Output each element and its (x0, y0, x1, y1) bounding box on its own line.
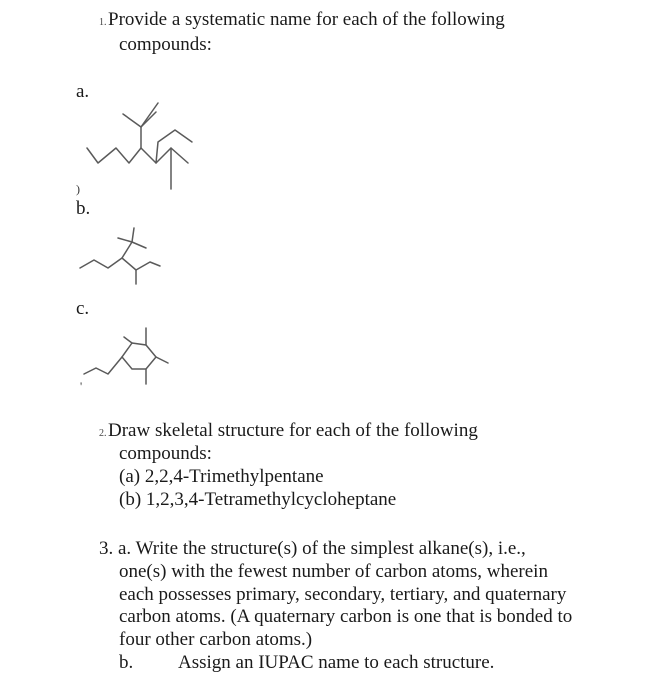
q1-item-a-label: a. (76, 81, 90, 102)
q2-item-a: (a) 2,2,4-Trimethylpentane (119, 466, 324, 487)
q3-b-label: b. (119, 652, 134, 673)
q1-text-line2: compounds: (119, 34, 212, 55)
q3-text-line5: four other carbon atoms.) (119, 629, 313, 650)
molecule-c-ring (122, 343, 156, 369)
q3-text-line3: each possesses primary, secondary, tertiary, and quaternary (119, 584, 567, 605)
molecule-c-chain (84, 357, 122, 374)
molecule-c-substituent-right (156, 357, 168, 363)
q1-item-b-label: b. (76, 198, 91, 219)
q1-item-c-label: c. (76, 298, 90, 319)
q2-item-b: (b) 1,2,3,4-Tetramethylcycloheptane (119, 489, 397, 510)
q3-text-line1: 3. a. Write the structure(s) of the simplest alkane(s), i.e., (99, 538, 526, 559)
q1-number: 1. (99, 17, 107, 28)
q2-number: 2. (99, 428, 107, 439)
stray-mark-1: ) (76, 182, 80, 196)
q3-b-text: Assign an IUPAC name to each structure. (178, 652, 495, 673)
q2-text-line1: Draw skeletal structure for each of the following (108, 420, 478, 441)
stray-mark-2: ' (80, 379, 83, 393)
q3-text-line4: carbon atoms. (A quaternary carbon is one that is bonded to (119, 606, 573, 627)
q2-text-line2: compounds: (119, 443, 212, 464)
q3-text-line2: one(s) with the fewest number of carbon atoms, wherein (119, 561, 548, 582)
q1-text-line1: Provide a systematic name for each of the following (108, 9, 505, 30)
